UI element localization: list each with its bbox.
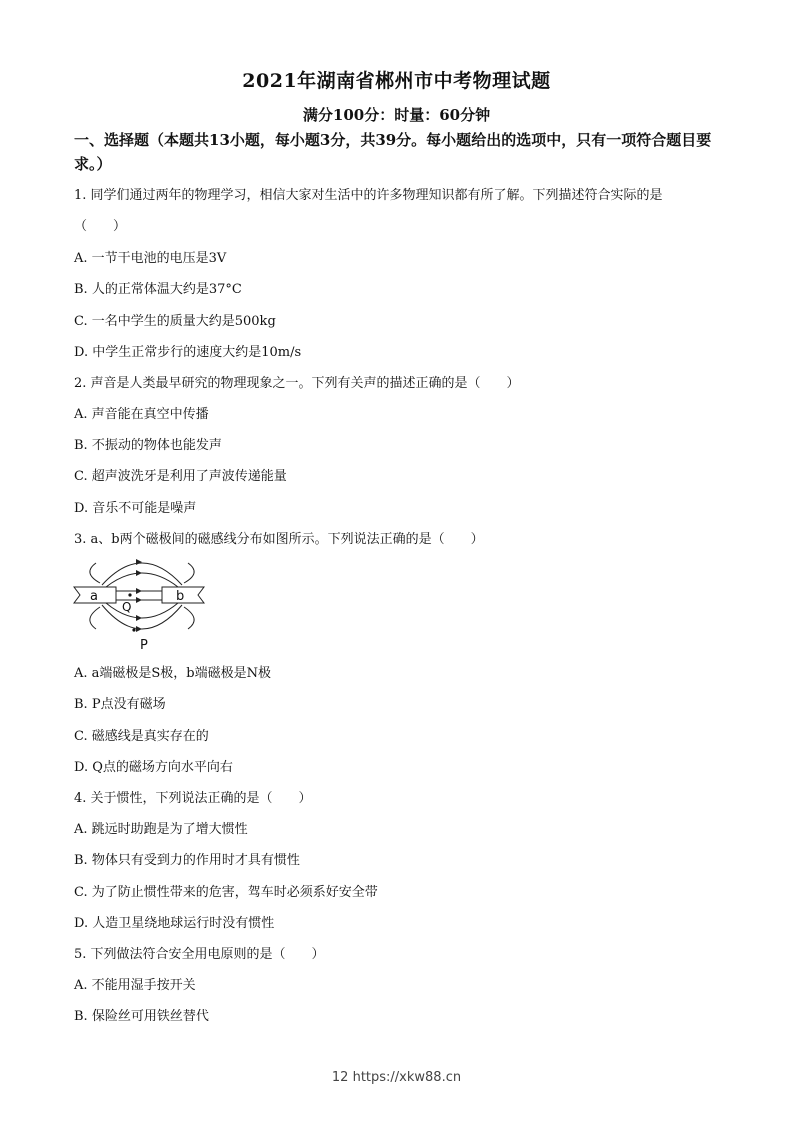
arrow-top-inner (136, 570, 142, 576)
question-5-option-b: B. 保险丝可用铁丝替代 (74, 1009, 209, 1024)
question-2-option-a: A. 声音能在真空中传播 (74, 407, 209, 422)
question-3-option-b: B. P点没有磁场 (74, 697, 166, 712)
question-1-stem-cont: （ ） (74, 219, 127, 234)
arrow-mid-bottom (136, 597, 142, 603)
question-5-option-a: A. 不能用湿手按开关 (74, 978, 196, 993)
question-1-option-c: C. 一名中学生的质量大约是500kg (74, 314, 276, 329)
point-q (128, 593, 131, 596)
question-2-option-d: D. 音乐不可能是噪声 (74, 501, 197, 516)
label-q: Q (122, 600, 132, 614)
question-4-option-d: D. 人造卫星绕地球运行时没有惯性 (74, 916, 275, 931)
arrow-bottom-inner (136, 615, 142, 621)
question-1-stem: 1. 同学们通过两年的物理学习，相信大家对生活中的许多物理知识都有所了解。下列描述符合实际的是 (74, 188, 663, 203)
page-title: 2021年湖南省郴州市中考物理试题 (242, 70, 551, 92)
label-a: a (90, 589, 98, 604)
question-4-stem: 4. 关于惯性，下列说法正确的是（ ） (74, 791, 312, 806)
field-line-left-stub (90, 563, 100, 583)
arrow-top-outer (136, 559, 142, 565)
field-line-left-stub-2 (90, 607, 100, 629)
question-2-option-c: C. 超声波洗牙是利用了声波传递能量 (74, 469, 287, 484)
question-3-stem: 3. a、b两个磁极间的磁感线分布如图所示。下列说法正确的是（ ） (74, 532, 484, 547)
field-line-top-inner (106, 573, 178, 587)
question-5-stem: 5. 下列做法符合安全用电原则的是（ ） (74, 947, 325, 962)
question-1-option-a: A. 一节干电池的电压是3V (74, 251, 227, 266)
question-1-option-d: D. 中学生正常步行的速度大约是10m/s (74, 345, 302, 360)
field-line-bottom-inner (106, 603, 178, 618)
arrow-bottom-outer (136, 626, 142, 632)
point-p (132, 628, 135, 631)
page-footer[interactable]: 12 https://xkw88.cn (331, 1070, 462, 1085)
question-1-option-b: B. 人的正常体温大约是37°C (74, 282, 242, 297)
section-heading: 一、选择题（本题共13小题，每小题3分，共39分。每小题给出的选项中，只有一项符合题目要求。） (74, 131, 712, 173)
arrow-mid-top (136, 588, 142, 594)
label-b: b (176, 589, 185, 604)
question-3-option-d: D. Q点的磁场方向水平向右 (74, 760, 233, 775)
question-2-option-b: B. 不振动的物体也能发声 (74, 438, 222, 453)
question-3-option-a: A. a端磁极是S极，b端磁极是N极 (74, 666, 272, 681)
magnetic-field-figure (72, 553, 212, 653)
question-4-option-a: A. 跳远时助跑是为了增大惯性 (74, 822, 248, 837)
field-line-right-stub-2 (184, 607, 194, 629)
question-4-option-c: C. 为了防止惯性带来的危害，驾车时必须系好安全带 (74, 885, 378, 900)
label-p: P (140, 638, 148, 653)
page-subtitle: 满分100分：时量：60分钟 (302, 106, 491, 124)
question-2-stem: 2. 声音是人类最早研究的物理现象之一。下列有关声的描述正确的是（ ） (74, 376, 520, 391)
question-4-option-b: B. 物体只有受到力的作用时才具有惯性 (74, 853, 300, 868)
question-3-option-c: C. 磁感线是真实存在的 (74, 729, 209, 744)
field-line-right-stub (184, 563, 194, 583)
